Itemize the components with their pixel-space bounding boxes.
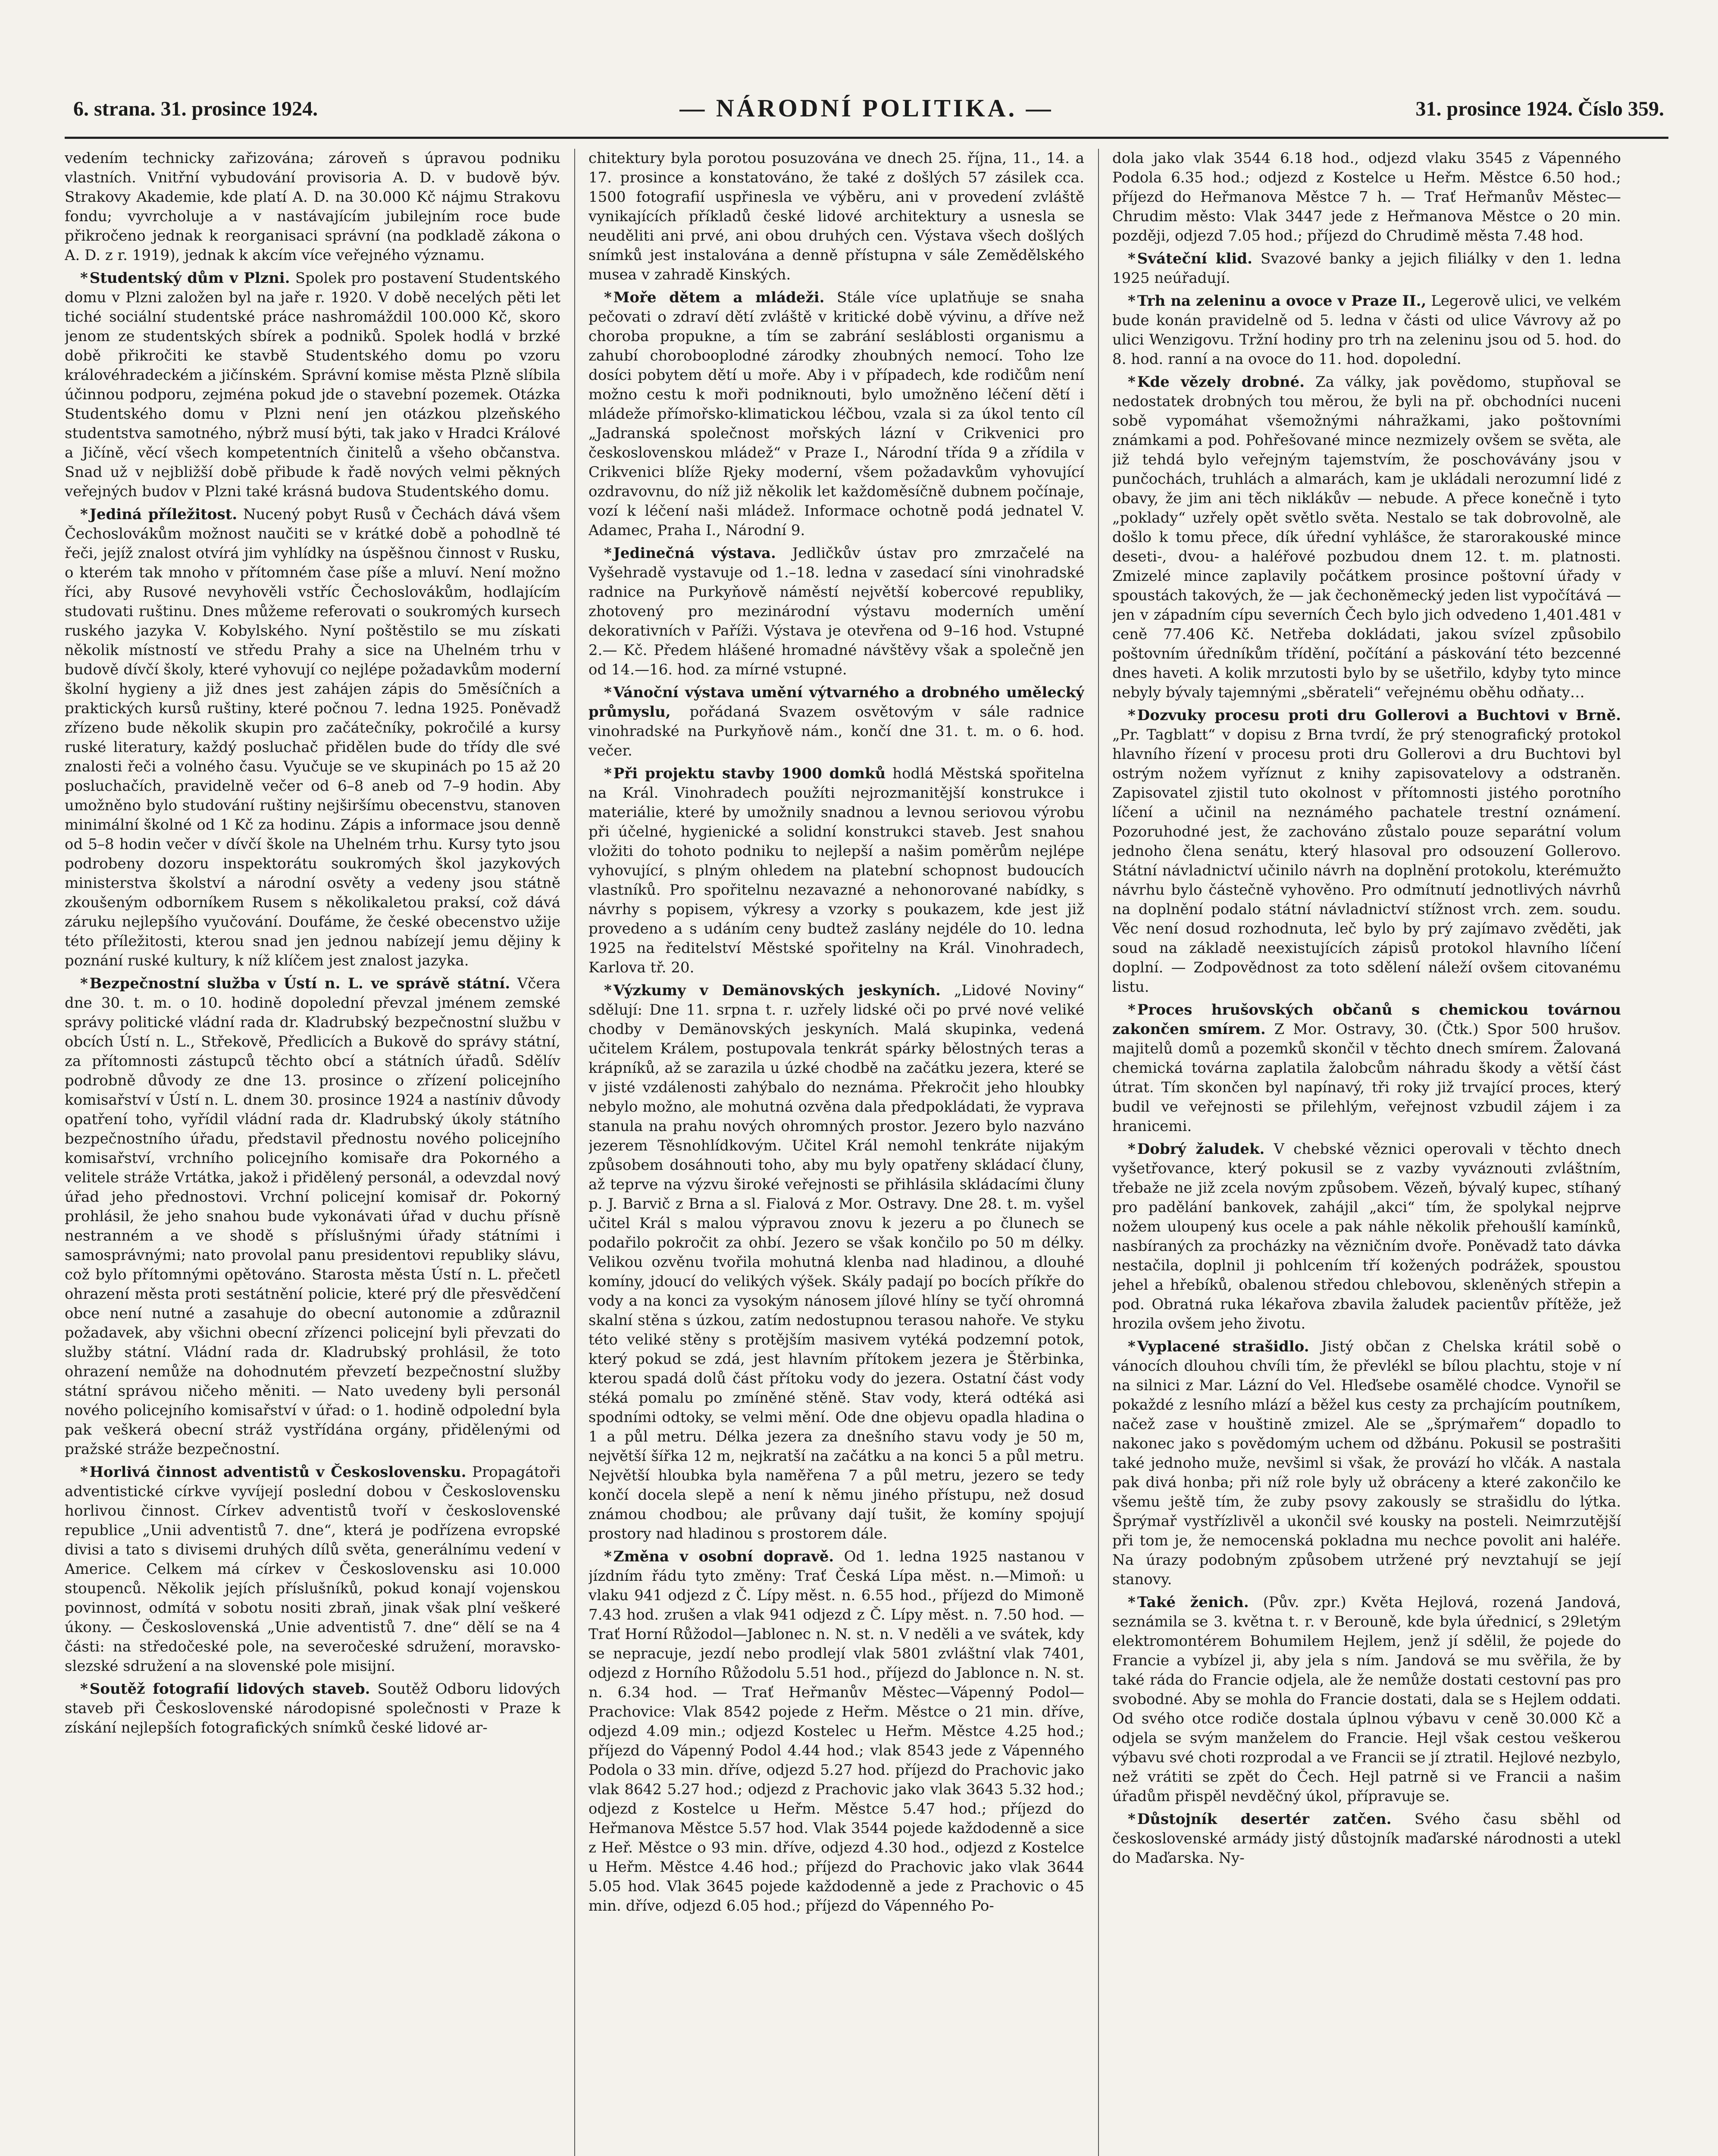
article (1112, 149, 1621, 246)
article-heading: Jediná příležitost. (89, 506, 238, 523)
article-heading: Studentský dům v Plzni. (89, 270, 290, 287)
article (588, 981, 1084, 1544)
article (588, 149, 1084, 285)
article-heading: Kde vězely drobné. (1137, 373, 1305, 391)
article-bullet: * (1128, 1141, 1136, 1158)
article-paragraph (1112, 149, 1621, 246)
article (1112, 1810, 1621, 1868)
article-paragraph (588, 981, 1084, 1544)
article-bullet: * (604, 765, 612, 782)
article-heading: Sváteční klid. (1137, 250, 1252, 267)
article (588, 544, 1084, 680)
article-heading: Bezpečnostní služba v Ústí n. L. ve správě státní. (89, 975, 510, 992)
article-paragraph (588, 149, 1084, 285)
article-bullet: * (1128, 292, 1136, 310)
page-number-date: 6. strana. 31. prosince 1924. (73, 97, 318, 120)
article-bullet: * (1128, 373, 1136, 391)
article-bullet: * (1128, 250, 1136, 267)
column-divider (1098, 149, 1099, 2156)
article-text: Včera dne 30. t. m. o 10. hodině dopolední převzal jménem zemské správy politické vládní rada dr. Kladrubský bezpečnostní službu v obcích Ústí n. L., Střekově, Předlicích a Bukově do správy státní, za přítomnosti zástupců těchto obcí a státních úřadů. Sdělív podrobně důvody ze dne 13. prosince o zřízení policejního komisařství v Ústí n. L. dnem 30. prosince 1924 a nastíniv důvody opatření toho, vyřídil vládní rada dr. Kladrubský úkoly státního bezpečnostního úřadu, představil přednostu nového policejního komisařství, vrchního policejního komisaře dra Pokorného a velitele stráže Vrtátka, jakož i přidělený personál, a odevzdal nový úřad jeho přednostovi. Vrchní policejní komisař dr. Pokorný prohlásil, že jeho snahou bude vykonávati úřad v duchu přísně nestranném a ve shodě s příslušnými úřady státními i samosprávnými; nato provolal panu presidentovi republiky slávu, což bylo přítomnými opětováno. Starosta města Ústí n. L. přečetl ohrazení města proti sestátnění policie, které prý dle přesvědčení obce není nutné a zasahuje do obecní autonomie a zdůraznil požadavek, aby všichni obecní zřízenci policejní byli převzati do služby státní. Vládní rada dr. Kladrubský prohlásil, že toto ohrazení nemůže na dohodnutém převzetí bezpečnostní služby státní správou ničeho měniti. — Nato uvedeny byli personál nového policejního komisařství v úřad: o 1. hodině odpolední byla pak veškerá obecní stráž vystřídána orgány, přidělenými od pražské stráže bezpečnostní. (65, 975, 560, 1458)
article-heading: Jedinečná výstava. (613, 545, 776, 562)
column-divider (574, 149, 575, 2156)
article-bullet: * (1128, 1811, 1136, 1828)
column-2 (588, 149, 1084, 2156)
article-bullet: * (604, 1548, 612, 1565)
article-heading: Trh na zeleninu a ovoce v Praze II., (1137, 292, 1427, 310)
article-paragraph (588, 683, 1084, 761)
article-text: Soutěž Odboru lidových staveb při Československé národopisné společnosti v Praze k získání nejlepších fotografických snímků české lidové ar- (65, 1680, 560, 1736)
article-paragraph (1112, 373, 1621, 702)
article-heading: Důstojník desertér zatčen. (1137, 1811, 1392, 1828)
article (65, 1680, 560, 1738)
article-paragraph (65, 149, 560, 265)
article-bullet: * (80, 506, 88, 523)
column-1 (65, 149, 560, 2156)
article (1112, 373, 1621, 702)
article-bullet: * (604, 545, 612, 562)
article-heading: Vyplacené strašidlo. (1137, 1338, 1309, 1355)
article-paragraph (1112, 249, 1621, 288)
article-text: Stále více uplatňuje se snaha pečovati o zdraví dětí zvláště v kritické době vývinu, a dříve než choroba propukne, a tím se zabrání sesláblosti organismu a zahubí chorobooplodné zárodky zhoubných nemocí. Toho lze dosíci pobytem dětí u moře. Aby i v případech, kde rodičům není možno cestu k moři podniknouti, bylo umožněno léčení dětí i mládeže přímořsko-klimatickou léčbou, vzala si za úkol tento cíl „Jadranská společnost mořských lázní v Crikvenici pro československou mládež“ v Praze I., Národní třída 9 a zřídila v Crikvenici blíže Rjeky moderní, všem požadavkům vyhovující ozdravovnu, do níž již několik let každoměsíčně dubnem počínaje, vozí k léčení naši mládež. Informace ochotně podá jednatel V. Adamec, Praha I., Národní 9. (588, 289, 1084, 539)
article-text: pořádaná Svazem osvětovým v sále radnice vinohradské na Purkyňově nám., končí dne 31. t. m. o 6. hod. večer. (588, 703, 1084, 759)
article-paragraph (588, 288, 1084, 540)
article-text: chitektury byla porotou posuzována ve dnech 25. října, 11., 14. a 17. prosince a konstatováno, že také z došlých 57 zásilek cca. 1500 fotografií uspřinesla ve výběru, ani v provedení zvláště vynikajících příkladů české lidové architektury a usnesla se neuděliti ani prvé, ani obou druhých cen. Výstava všech došlých snímků jest instalována a denně přístupna v sále Zemědělského musea v zahradě Kinských. (588, 150, 1084, 283)
article-text: „Pr. Tagblatt“ v dopisu z Brna tvrdí, že prý stenografický protokol hlavního řízení v procesu proti dru Gollerovi a dru Buchtovi byl ostrým nožem vyříznut z knihy zapisovatelovy a odstraněn. Zapisovatel zjistil tuto okolnost v přítomnosti jistého porotního líčení a učinil na neznámého pachatele trestní oznámení. Pozoruhodné jest, že zachováno zůstalo pouze separátní volum jednoho člena senátu, který hlasoval pro odsouzení Gollerovo. Státní návladnictví učinilo návrh na doplnění protokolu, kterémužto návrhu bylo částečně vyhověno. Pro odmítnutí jednotlivých návrhů na doplnění podalo státní návladnictví stížnost vrch. zem. soudu. Věc není dosud rozhodnuta, leč bylo by prý zajímavo zvěděti, jak soud na základě neexistujících zápisů protokol hlavního líčení doplní. — Zodpovědnost za toto sdělení náleží ovšem citovanému listu. (1112, 726, 1621, 996)
article (65, 269, 560, 501)
article-text: Z Mor. Ostravy, 30. (Čtk.) Spor 500 hrušov. majitelů domů a pozemků skončil v těchto dnech smírem. Žalovaná chemická továrna zaplatila žalobcům náhradu škody a větší část útrat. Tím skončen byl napínavý, tři roky již trvající proces, který budil ve veřejnosti se přilehlým, veřejnost vzbudil zájem i za hranicemi. (1112, 1021, 1621, 1135)
article-paragraph (588, 544, 1084, 680)
article-paragraph (1112, 1000, 1621, 1136)
article-heading: Také ženich. (1137, 1594, 1249, 1611)
article-heading: Proces hrušovských občanů s chemickou továrnou zakončen smírem. (1112, 1001, 1621, 1038)
article-text: Propagátoři adventistické církve vyvíjejí poslední dobou v Československu horlivou činnost. Církev adventistů tvoří v československé republice „Unii adventistů 7. dne“, která je podřízena evropské divisi a tato s divisemi druhých dílů světa, generálnímu vedení v Americe. Celkem má církev v Československu asi 10.000 stoupenců. Několik jejích příslušníků, pokud konají vojenskou povinnost, odmítá v sobotu nositi zbraň, jinak však plní veškeré úkony. — Československá „Unie adventistů 7. dne“ dělí se na 4 části: na středočeské pole, na severočeské sdružení, moravsko-slezské sdružení a na slovenské pole misijní. (65, 1463, 560, 1675)
article-heading: Soutěž fotografií lidových staveb. (89, 1680, 370, 1698)
article (588, 1547, 1084, 1916)
article-bullet: * (80, 270, 88, 287)
article-paragraph (1112, 1140, 1621, 1334)
article (588, 764, 1084, 978)
article-heading: Dozvuky procesu proti dru Gollerovi a Buchtovi v Brně. (1137, 707, 1621, 724)
article-text: dola jako vlak 3544 6.18 hod., odjezd vlaku 3545 z Vápenného Podola 6.35 hod.; odjezd z Kostelce u Heřm. Městce 6.50 hod.; příjezd do Heřmanova Městce 7 h. — Trať Heřmanův Městec—Chrudim město: Vlak 3447 jede z Heřmanova Městce o 20 min. později, odjezd 7.05 hod.; příjezd do Chrudimě města 7.48 hod. (1112, 150, 1621, 244)
article-text: „Lidové Noviny“ sdělují: Dne 11. srpna t. r. uzřely lidské oči po prvé nové veliké chodby v Demänovských jeskyních. Malá skupinka, vedená učitelem Králem, postupovala tenkrát spárky bělostných teras a krápníků, až se zarazila u úzké chodbě na začátku jezera, které se v jisté vzdálenosti zahýbalo do neznáma. Překročit jeho hloubky nebylo možno, ale mohutná ozvěna dala předpokládati, že vyprava stanula na prahu nových ohromných prostor. Jezero bylo nazváno jezerem Těsnohlídkovým. Učitel Král nemohl tenkráte nijakým způsobem dosáhnouti toho, aby mu byly opatřeny skládací čluny, až teprve na výzvu široké veřejnosti se přihlásila skládacími čluny p. J. Barvič z Brna a sl. Fialová z Mor. Ostravy. Dne 28. t. m. vyšel učitel Král s malou výpravou znovu k jezeru a po člunech se podařilo pokročit za ohbí. Jezero se však končilo po 50 m délky. Velikou ozvěnu tvořila mohutná klenba nad hladinou, a dlouhé komíny, jdoucí do velikých výšek. Skály padají po bocích příkře do vody a na konci za vysokým nánosem jílové hlíny se tyčí ohromná skalní stěna s úzkou, zatím nedostupnou terasou nahoře. Ve styku této veliké stěny s protějším masivem vytéká podzemní potok, který pokud se zdá, jest hlavním přítokem jezera je Štěrbinka, kterou spadá dolů část přítoku vody do jezera. Ostatní část vody stéká pomalu po zmíněné stěně. Stav vody, která odtéká asi spodními odtoky, se velmi mění. Ode dne objevu opadla hladina o 1 a půl metru. Délka jezera za dnešního stavu vody je 50 m, největší šířka 12 m, nejkratší na začátku a na konci 5 a půl metru. Největší hloubka byla naměřena 7 a půl metru, jezero se tedy končí docela slepě a není k němu jiného přístupu, než dosud známou chodbou; ale průvany dají tušit, že komíny spojují prostory nad hladinou s prostorem dále. (588, 982, 1084, 1542)
article-bullet: * (1128, 1338, 1136, 1355)
article (588, 288, 1084, 540)
article-text: Svazové banky a jejich filiálky v den 1. ledna 1925 neúřadují. (1112, 250, 1621, 287)
article-text: Svého času sběhl od československé armády jistý důstojník maďarské národnosti a utekl do Maďarska. Ny- (1112, 1811, 1621, 1867)
article-text: Nucený pobyt Rusů v Čechách dává všem Čechoslovákům možnost naučiti se v krátké době a pohodlně té řeči, jejíž znalost otvírá jim vyhlídky na úspěšnou činnost v Rusku, o kterém tak mnoho v přítomném čase píše a mluví. Není možno říci, aby Rusové nevyhověli vstříc Čechoslovákům, hodlajícím studovati ruštinu. Dnes můžeme referovati o soukromých kursech ruského jazyka V. Kobylského. Nyní poštěstilo se mu získati několik místností ve středu Prahy a sice na Uhelném trhu v budově dívčí školy, které vyhovují co nejlépe požadavkům moderní školní hygieny a již dnes jest zahájen zápis do 5měsíčních a praktických kursů ruštiny, které počnou 7. ledna 1925. Poněvadž zřízeno bude několik skupin pro začátečníky, pokročilé a kursy ruské literatury, každý posluchač přidělen bude do třídy dle své znalosti řeči a volného času. Vyučuje se ve skupinách po 15 až 20 posluchačích, pravidelně večer od 6–8 aneb od 7–9 hodin. Aby umožněno bylo studování ruštiny nejširšímu obecenstvu, stanoven minimální školné od 1 Kč za hodinu. Zápis a informace jsou denně od 5–8 hodin večer v dívčí škole na Uhelném trhu. Kursy tyto jsou podrobeny dozoru inspektorátu soukromých škol jazykových ministerstva školství a národní osvěty a vedeny jsou státně zkoušeným odborníkem Rusem s několikaletou praksí, což dává záruku nejlepšího vyučování. Doufáme, že české obecenstvo užije této příležitosti, kterou snad jen jednou nabízejí jemu dějiny k poznání ruské kultury, k níž klíčem jest znalost jazyka. (65, 506, 560, 969)
article-heading: Moře dětem a mládeži. (613, 289, 825, 306)
article-heading: Změna v osobní dopravě. (613, 1548, 834, 1565)
article-bullet: * (604, 982, 612, 999)
article-paragraph (65, 974, 560, 1459)
article-heading: Výzkumy v Demänovských jeskyních. (613, 982, 941, 999)
article-heading: Vánoční výstava umění výtvarného a drobného umělecký průmyslu, (588, 684, 1084, 721)
article-paragraph (65, 1680, 560, 1738)
article-heading: Horlivá činnost adventistů v Československu. (89, 1463, 466, 1481)
date-issue-number: 31. prosince 1924. Číslo 359. (1415, 97, 1664, 120)
article-text: Za války, jak povědomo, stupňoval se nedostatek drobných tou měrou, že byli na př. obchodníci nuceni sobě vypomáhat všemožnými náhražkami, jako poštovními známkami a pod. Pohřešované mince nezmizely ovšem se světa, ale již tehdá bylo veřejným tajemstvím, že poschovávány jsou v punčochách, truhlách a almarách, kam je ukládali nerozumní lidé z obavy, že jim ani těch niklákův — nebude. A přece konečně i tyto „poklady“ uzřely opět světlo světa. Nestalo se tak dobrovolně, ale došlo k tomu přece, dík úřední vyhlášce, že starorakouské mince deseti-, dvou- a haléřové pozbudou dnem 12. t. m. platnosti. Zmizelé mince zaplavily počátkem prosince poštovní úřady v spoustách takových, že — jak čechoněmecký jeden list vypočítává — jen v západním cípu severních Čech bylo jich odvedeno 1,401.481 v ceně 77.406 Kč. Netřeba dokládati, jakou svízel způsobilo poštovním úředníkům třídění, počítání a páskování této bezcenné dnes haveti. A kolik mrzutosti bylo by se ušetřilo, kdyby tyto mince nebyly bývaly tajemnými „sběrateli“ veřejnému oběhu odňaty… (1112, 373, 1621, 701)
article (1112, 1000, 1621, 1136)
article-paragraph (65, 1463, 560, 1676)
newspaper-title: — NÁRODNÍ POLITIKA. — (679, 94, 1054, 122)
article (65, 974, 560, 1459)
article-text: Legerově ulici, ve velkém bude konán pravidelně od 5. ledna v části od ulice Vávrovy až po ulici Wenzigovu. Tržní hodiny pro trh na zeleninu jsou od 5. hod. do 8. hod. ranní a na ovoce do 11. hod. dopolední. (1112, 292, 1621, 368)
article-paragraph (1112, 1593, 1621, 1806)
article-text: Spolek pro postavení Studentského domu v Plzni založen byl na jaře r. 1920. V době necelých pěti let tiché sociální studentské práce nashromáždil 100.000 Kč, skoro jenom ze studentských sbírek a podniků. Spolek hodlá v brzké době přikročiti ke stavbě Studentského domu po vzoru královéhradeckém a jičínském. Správní komise města Plzně slíbila účinnou podporu, zejména pokud jde o stavební pozemek. Otázka Studentského domu v Plzni není jen otázkou plzeňského studentstva samotného, nýbrž musí býti, tak jako v Hradci Králové a Jičíně, věcí všech kompetentních činitelů a všeho občanstva. Snad už v nejbližší době přibude k řadě nových velmi pěkných veřejných budov v Plzni také krásná budova Studentského domu. (65, 270, 560, 500)
article-bullet: * (1128, 1001, 1136, 1018)
article-text: (Pův. zpr.) Květa Hejlová, rozená Jandová, seznámila se 3. května t. r. v Berouně, kde byla úřednicí, s 29letým elektromontérem Bohumilem Hejlem, jenž jí sdělil, že pojede do Francie a vybízel ji, aby jela s ním. Jandová se mu svěřila, že by také ráda do Francie odjela, ale že nemůže dostati cestovní pas pro svobodné. Aby se mohla do Francie dostati, dala se s Hejlem oddati. Od svého otce rodiče dostala úplnou výbavu v ceně 30.000 Kč a odjela se svým manželem do Francie. Hejl však cestou veškerou výbavu své choti rozprodal a ve Francii se jí ztratil. Hejlové nezbylo, než vrátiti se zpět do Čech. Hejl patrně si ve Francii a našim úřadům přispěl nevděčný úkol, přípravuje se. (1112, 1594, 1621, 1805)
article (1112, 249, 1621, 288)
article-bullet: * (604, 289, 612, 306)
masthead (65, 94, 1668, 140)
newspaper-page (65, 94, 1668, 2156)
article-paragraph (588, 1547, 1084, 1916)
article-paragraph (65, 505, 560, 971)
article-text: Jistý občan z Chelska krátil sobě o vánocích dlouhou chvíli tím, že převlékl se bílou plachtu, stoje v ní na silnici z Mar. Lázní do Vel. Hleďsebe osamělé chodce. Vynořil se pokaždé z lesního mlází a běžel kus cesty za prchajícím poutníkem, načež zase v houštině zmizel. Ale se „šprýmařem“ dopadlo to nakonec jako s povědomým uchem od džbánu. Pokusil se postrašiti také jednoho muže, nevšiml si však, že provází ho vlčák. A nastala pak divá honba; při níž role byly už obráceny a které zakončilo ke všemu ještě tím, že zuby psovy zakously se strašidlu do lýtka. Šprýmař vystřízlivěl a ukončil své kousky na posteli. Neimrzutější při tom je, že nemocenská pokladna mu nechce povolit ani haléře. Na úrazy podobným způsobem utržené prý nevztahují se její stanovy. (1112, 1338, 1621, 1588)
article-bullet: * (1128, 1594, 1136, 1611)
article-paragraph (588, 764, 1084, 978)
article-heading: Dobrý žaludek. (1137, 1141, 1265, 1158)
article-bullet: * (604, 684, 612, 701)
masthead-rule (65, 137, 1668, 139)
article-paragraph (1112, 1337, 1621, 1589)
article-bullet: * (80, 1680, 88, 1698)
columns (65, 149, 1668, 2156)
article-bullet: * (1128, 707, 1136, 724)
article-heading: Při projektu stavby 1900 domků (613, 765, 886, 782)
article-text: Jedličkův ústav pro zmrzačelé na Vyšehradě vystavuje od 1.–18. ledna v zasedací síni vinohradské radnice na Purkyňově náměstí největší kobercové republiky, zhotovený pro mezinárodní výstavu moderních umění dekorativních v Paříži. Výstava je otevřena od 9–16 hod. Vstupné 2.— Kč. Předem hlášené hromadné návštěvy však a společně jen od 14.—16. hod. za mírné vstupné. (588, 545, 1084, 678)
article-paragraph (1112, 1810, 1621, 1868)
article-paragraph (65, 269, 560, 501)
article-text: V chebské věznici operovali v těchto dnech vyšetřovance, který pokusil se z vazby vyváznouti zvláštním, třebaže ne již zcela novým způsobem. Vězeň, bývalý kupec, stíhaný pro padělání bankovek, zahájil „akci“ tím, že spolykal nejprve nožem uloupený kus ocele a pak náhle několik přehoušlí kamínků, nasbíraných za procházky na vězničním dvoře. Poněvadž tato dávka nestačila, doplnil ji pohlcením tří kožených podrážek, spoustou jehel a hřebíků, obalenou středou chlebovou, skleněných střepin a pod. Obratná ruka lékařova zbavila žaludek pacientův přítěže, jež hrozila ovšem jeho životu. (1112, 1141, 1621, 1332)
column-3 (1112, 149, 1621, 2156)
article (65, 149, 560, 265)
article-text: vedením technicky zařizována; zároveň s úpravou podniku vlastních. Vnitřní vybudování provisoria A. D. v budově býv. Strakovy Akademie, kde platí A. D. na 30.000 Kč nájmu Strakovu fondu; vyvrcholuje a v nastávajícím jubilejním roce bude přikročeno jednak k reorganisaci správní (na podkladě zákona o A. D. z r. 1919), jednak k akcím více veřejného významu. (65, 150, 560, 264)
article (65, 505, 560, 971)
article-bullet: * (80, 1463, 88, 1481)
article (1112, 706, 1621, 997)
article (1112, 1593, 1621, 1806)
article-text: hodlá Městská spořitelna na Král. Vinohradech použíti nejrozmanitější konstrukce i materiálie, které by umožnily snadnou a levnou seriovou výrobu při účelné, hygienické a solidní konstrukci staveb. Jest snahou vložiti do tohoto podniku to nejlepší a našim poměrům nejlépe vyhovující, s plným ohledem na platební schopnost budoucích vlastníků. Pro spořitelnu nezavazné a nehonorované nabídky, s návrhy s popisem, výkresy a vzorky s poukazem, kde jest již provedeno a s udáním ceny budtež zaslány nejdéle do 10. ledna 1925 na ředitelství Městské spořitelny na Král. Vinohradech, Karlova tř. 20. (588, 765, 1084, 976)
article-paragraph (1112, 706, 1621, 997)
article (588, 683, 1084, 761)
article (1112, 1140, 1621, 1334)
article (65, 1463, 560, 1676)
article (1112, 1337, 1621, 1589)
article (1112, 291, 1621, 369)
article-text: Od 1. ledna 1925 nastanou v jízdním řádu tyto změny: Trať Česká Lípa měst. n.—Mimoň: u vlaku 941 odjezd z Č. Lípy měst. n. 6.55 hod., příjezd do Mimoně 7.43 hod. zrušen a vlak 941 odjezd z Č. Lípy měst. n. 7.50 hod. — Trať Horní Růžodol—Jablonec n. N. st. n. V neděli a ve svátek, kdy se nepracuje, jezdí nebo prodlejí vlak 5801 zvláštní vlak 7401, odjezd z Horního Růžodolu 5.51 hod., příjezd do Jablonce n. N. st. n. 6.34 hod. — Trať Heřmanův Městec—Vápenný Podol—Prachovice: Vlak 8542 pojede z Heřm. Městce o 21 min. dříve, odjezd 4.09 min.; odjezd Kostelec u Heřm. Městce 4.25 hod.; příjezd do Vápenný Podol 4.44 hod.; vlak 8543 jede z Vápenného Podola o 33 min. dříve, odjezd 5.27 hod. příjezd do Prachovic jako vlak 8642 5.27 hod.; odjezd z Prachovic jako vlak 3643 5.32 hod.; odjezd z Kostelce u Heřm. Městce 5.47 hod.; příjezd do Heřmanova Městce 5.57 hod. Vlak 3544 pojede každodenně a sice z Heř. Městce o 93 min. dříve, odjezd 4.30 hod., odjezd z Kostelce u Heřm. Městce 4.46 hod.; příjezd do Prachovic jako vlak 3644 5.05 hod. Vlak 3645 pojede každodenně a jede z Prachovic o 45 min. dříve, odjezd 6.05 hod.; příjezd do Vápenného Po- (588, 1548, 1084, 1915)
article-paragraph (1112, 291, 1621, 369)
article-bullet: * (80, 975, 88, 992)
